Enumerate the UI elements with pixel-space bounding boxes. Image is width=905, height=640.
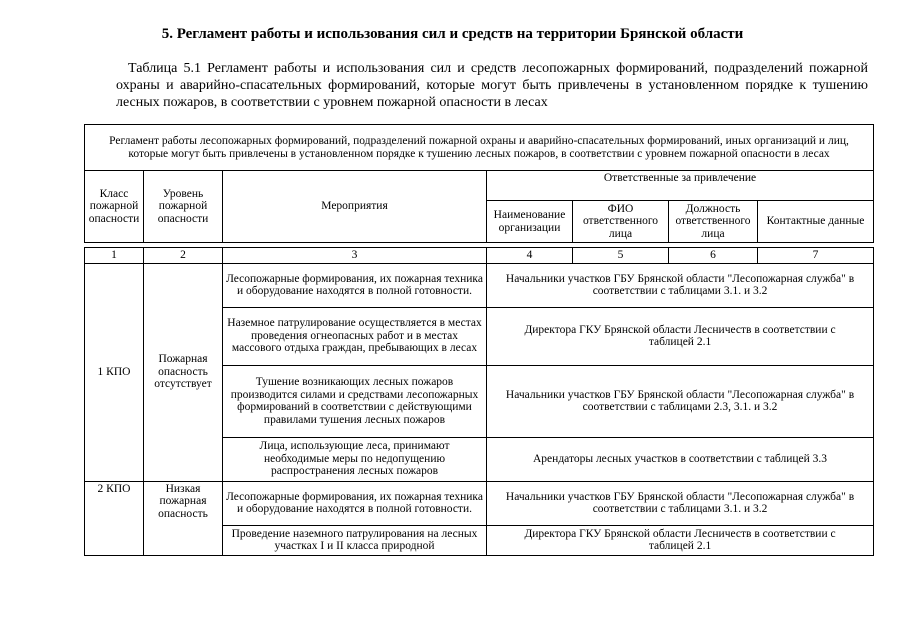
measure-cell: Лесопожарные формирования, их пожарная техника и оборудование находятся в полной готовности. bbox=[223, 481, 487, 525]
column-number: 6 bbox=[669, 248, 758, 264]
measure-cell: Лица, использующие леса, принимают необходимые меры по недопущению распространения лесных пожаров bbox=[223, 437, 487, 481]
table-row bbox=[85, 263, 874, 307]
table-title: Регламент работы лесопожарных формирований, подразделений пожарной охраны и аварийно-спасательных формирований, иных организаций и лиц, которые могут быть привлечены в установленном порядке к тушению лесных пожаров, в соответствии с уровнем пожарной опасности в лесах bbox=[85, 125, 874, 171]
table-caption bbox=[116, 60, 868, 111]
regulation-table bbox=[84, 124, 874, 556]
measure-cell: Проведение наземного патрулирования на лесных участках I и II класса природной bbox=[223, 525, 487, 555]
header-class: Класс пожарной опасности bbox=[85, 171, 144, 243]
measure-cell: Наземное патрулирование осуществляется в местах проведения огнеопасных работ и в местах массового отдыха граждан, пребывающих в лесах bbox=[223, 307, 487, 365]
column-number: 5 bbox=[573, 248, 669, 264]
header-level: Уровень пожарной опасности bbox=[144, 171, 223, 243]
header-measures: Мероприятия bbox=[223, 171, 487, 243]
responsible-cell: Начальники участков ГБУ Брянской области "Лесопожарная служба" в соответствии с таблицами 2.3, 3.1. и 3.2 bbox=[487, 365, 874, 437]
column-number: 2 bbox=[144, 248, 223, 264]
column-number: 4 bbox=[487, 248, 573, 264]
column-number: 7 bbox=[758, 248, 874, 264]
section-heading: 5. Регламент работы и использования сил и средств на территории Брянской области bbox=[161, 26, 744, 42]
header-org: Наименование организации bbox=[487, 201, 573, 243]
header-responsible: Ответственные за привлечение bbox=[487, 171, 874, 201]
measure-cell: Лесопожарные формирования, их пожарная техника и оборудование находятся в полной готовности. bbox=[223, 263, 487, 307]
header-position: Должность ответственного лица bbox=[669, 201, 758, 243]
measure-cell: Тушение возникающих лесных пожаров производится силами и средствами лесопожарных формирований в соответствии с действующими правилами тушения лесных пожаров bbox=[223, 365, 487, 437]
responsible-cell: Начальники участков ГБУ Брянской области "Лесопожарная служба" в соответствии с таблицами 3.1. и 3.2 bbox=[487, 481, 874, 525]
column-number-row bbox=[85, 248, 874, 264]
responsible-cell: Директора ГКУ Брянской области Лесничеств в соответствии с таблицей 2.1 bbox=[487, 307, 874, 365]
responsible-cell: Начальники участков ГБУ Брянской области "Лесопожарная служба" в соответствии с таблицами 3.1. и 3.2 bbox=[487, 263, 874, 307]
table-caption-text: Таблица 5.1 Регламент работы и использования сил и средств лесопожарных формирований, подразделений пожарной охраны и аварийно-спасательных формирований, которые могут быть привлечены в установленном порядке к тушению лесных пожаров, в соответствии с уровнем пожарной опасности в лесах bbox=[116, 61, 868, 110]
responsible-cell: Арендаторы лесных участков в соответствии с таблицей 3.3 bbox=[487, 437, 874, 481]
class-cell: 1 КПО bbox=[85, 263, 144, 481]
header-fio: ФИО ответственного лица bbox=[573, 201, 669, 243]
level-cell: Пожарная опасность отсутствует bbox=[144, 263, 223, 481]
level-cell: Низкая пожарная опасность bbox=[144, 481, 223, 555]
column-number: 3 bbox=[223, 248, 487, 264]
table-row bbox=[85, 481, 874, 525]
header-contacts: Контактные данные bbox=[758, 201, 874, 243]
column-number: 1 bbox=[85, 248, 144, 264]
responsible-cell: Директора ГКУ Брянской области Лесничеств в соответствии с таблицей 2.1 bbox=[487, 525, 874, 555]
class-cell: 2 КПО bbox=[85, 481, 144, 555]
